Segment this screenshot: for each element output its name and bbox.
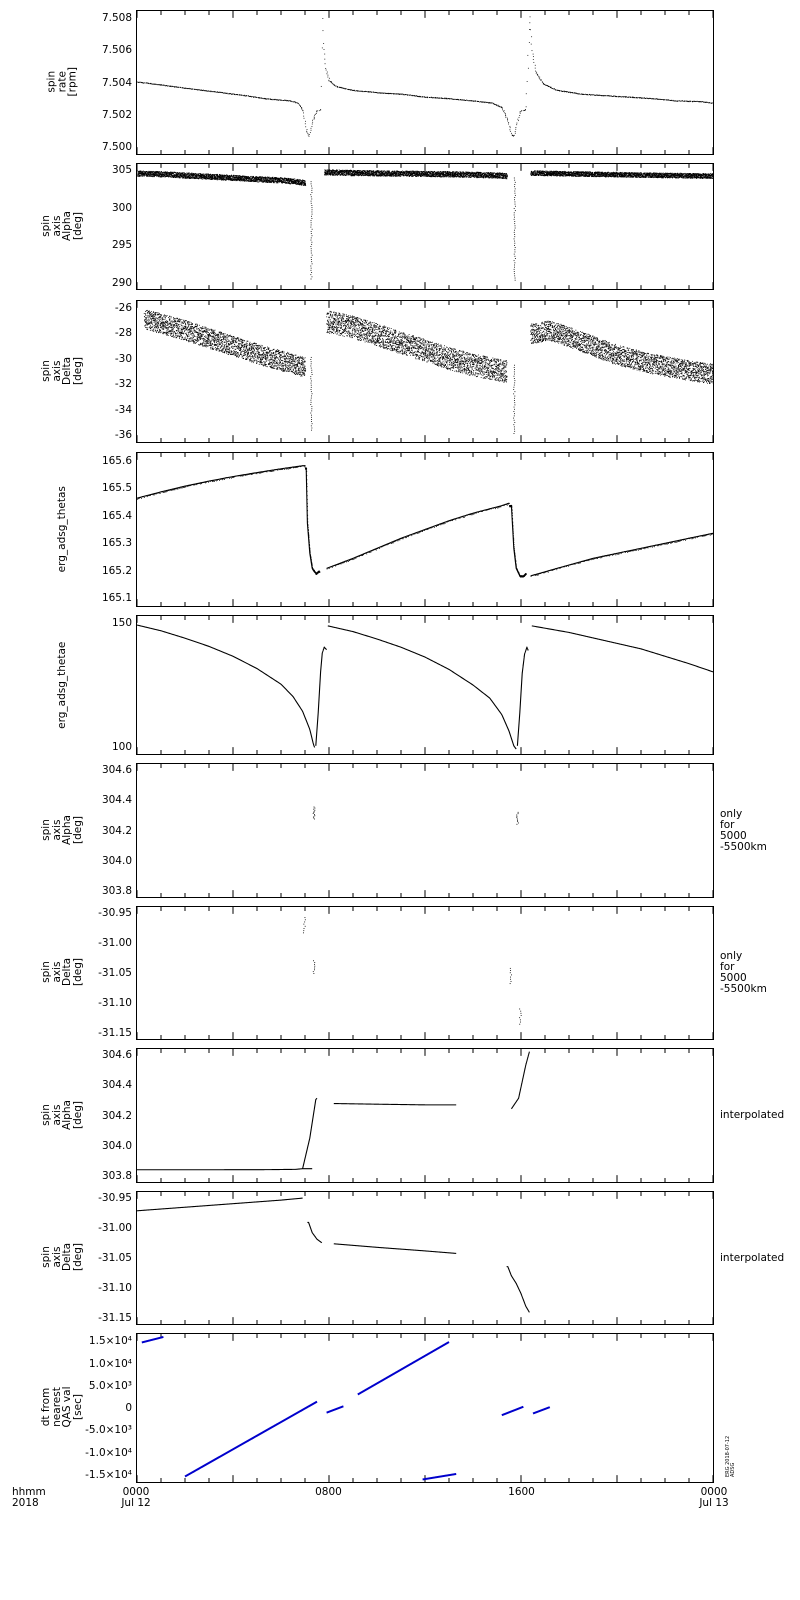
- y-tick-label: 100: [111, 741, 132, 754]
- y-axis-label-line: [deg]: [71, 1100, 84, 1129]
- plot-panel-erg_adsg_thetas: [136, 452, 714, 607]
- y-axis-label-line: spin: [40, 961, 52, 983]
- panel-note-line: interpolated: [720, 1251, 785, 1264]
- plot-data-spin_axis_delta_interp: [137, 1192, 713, 1324]
- plot-frame: [136, 1048, 714, 1183]
- x-tick-line: 0800: [315, 1486, 342, 1498]
- x-tick-line: 0000: [122, 1486, 150, 1498]
- y-axis-label-line: [deg]: [71, 211, 84, 240]
- y-axis-label-line: Delta: [61, 356, 73, 385]
- y-axis-label-spin_axis_delta_5000: [41, 897, 83, 1047]
- y-axis-label-line: dt from: [40, 1387, 52, 1427]
- plot-data-erg_adsg_thetas: [137, 453, 713, 606]
- y-tick-label: 5.0×10³: [88, 1379, 132, 1392]
- x-axis-corner-line: hhmm: [12, 1486, 46, 1498]
- y-axis-label-line: erg_adsg_thetae: [55, 641, 68, 729]
- plot-frame: [136, 300, 714, 443]
- y-tick-label: 7.506: [101, 44, 132, 57]
- y-tick-label: 1.5×10⁴: [88, 1335, 132, 1348]
- y-axis-label-line: axis: [50, 359, 63, 382]
- y-tick-label: 304.4: [101, 794, 132, 807]
- plot-panel-erg_adsg_thetae: [136, 615, 714, 755]
- y-tick-label: -31.10: [98, 1281, 132, 1294]
- plot-frame: [136, 763, 714, 898]
- y-tick-label: -31.00: [98, 937, 132, 950]
- x-tick-label: [679, 1487, 749, 1509]
- y-axis-label-spin_axis_alpha_5000: [41, 755, 83, 905]
- y-tick-label: 304.0: [101, 1139, 132, 1152]
- panel-note-spin_axis_delta_interp: [720, 1253, 784, 1264]
- y-tick-label: 165.1: [101, 592, 132, 605]
- y-tick-label: 304.6: [101, 1049, 132, 1062]
- plot-frame: [136, 906, 714, 1040]
- x-tick-label: [101, 1487, 171, 1509]
- y-tick-label: 7.500: [101, 141, 132, 154]
- panel-note-line: 5000: [720, 829, 747, 842]
- plot-frame: [136, 10, 714, 155]
- y-tick-label: 0: [125, 1402, 132, 1414]
- y-axis-label-spin_axis_delta_interp: [41, 1182, 83, 1332]
- y-tick-label: 304.4: [101, 1079, 132, 1092]
- plot-data-spin_axis_alpha_5000: [137, 764, 713, 897]
- panel-note-spin_axis_delta_5000: [720, 951, 767, 995]
- y-axis-label-line: Delta: [61, 958, 73, 987]
- y-axis-label-line: spin: [40, 214, 52, 237]
- y-tick-label: 290: [111, 277, 132, 289]
- x-tick-line: 1600: [508, 1486, 535, 1498]
- y-tick-label: 305: [111, 163, 132, 176]
- y-axis-label-spin_axis_delta_raw: [41, 296, 83, 446]
- plot-data-dt_from_nearest_qas_val: [137, 1334, 713, 1482]
- y-axis-label-line: spin: [40, 1246, 52, 1268]
- y-tick-label: 303.8: [101, 884, 132, 897]
- y-tick-label: -5.0×10³: [85, 1424, 132, 1437]
- y-tick-label: -36: [114, 429, 132, 442]
- x-tick-label: [487, 1487, 557, 1498]
- y-tick-label: 7.502: [101, 108, 132, 121]
- y-axis-label-line: [deg]: [71, 356, 84, 385]
- panel-note-spin_axis_alpha_interp: [720, 1110, 784, 1121]
- plot-panel-spin_axis_alpha_interp: [136, 1048, 714, 1183]
- panel-note-line: -5500km: [720, 983, 767, 995]
- panel-note-line: only: [720, 950, 743, 962]
- y-axis-label-line: [deg]: [71, 958, 84, 986]
- y-axis-label-line: spin: [40, 359, 52, 382]
- y-axis-label-erg_adsg_thetas: [57, 454, 68, 604]
- plot-panel-dt_from_nearest_qas_val: [136, 1333, 714, 1483]
- y-axis-label-spin_rate: [46, 7, 78, 157]
- y-tick-label: 295: [111, 239, 132, 252]
- plot-data-spin_rate: [137, 11, 713, 154]
- y-tick-label: -31.05: [98, 967, 132, 979]
- y-tick-label: 165.6: [101, 454, 132, 467]
- plot-frame: [136, 1333, 714, 1483]
- y-axis-label-line: spin: [45, 70, 58, 93]
- y-axis-label-spin_axis_alpha_raw: [41, 151, 83, 301]
- y-axis-label-line: Alpha: [61, 1099, 73, 1130]
- plot-panel-spin_axis_alpha_5000: [136, 763, 714, 898]
- y-tick-label: 165.2: [101, 564, 132, 577]
- y-axis-label-line: QAS val: [61, 1386, 73, 1428]
- plot-frame: [136, 1191, 714, 1325]
- y-tick-label: 303.8: [101, 1169, 132, 1182]
- y-tick-label: -31.10: [98, 996, 132, 1009]
- y-axis-label-line: Alpha: [61, 814, 73, 845]
- y-tick-label: -30.95: [98, 1192, 132, 1205]
- plot-data-spin_axis_delta_5000: [137, 907, 713, 1039]
- plot-panel-spin_axis_delta_interp: [136, 1191, 714, 1325]
- y-tick-label: 300: [111, 201, 132, 214]
- y-tick-label: -31.05: [98, 1252, 132, 1264]
- plot-panel-spin_axis_delta_raw: [136, 300, 714, 443]
- plot-panel-spin_rate: [136, 10, 714, 155]
- y-axis-label-line: Delta: [61, 1243, 73, 1272]
- figure-side-note: [726, 1436, 736, 1477]
- y-axis-label-erg_adsg_thetae: [57, 610, 68, 760]
- y-tick-label: -32: [114, 378, 132, 391]
- panel-note-line: 5000: [720, 972, 747, 984]
- y-tick-label: -31.15: [98, 1311, 132, 1324]
- y-tick-label: 150: [111, 616, 132, 629]
- x-tick-line: Jul 12: [121, 1497, 151, 1509]
- plot-data-spin_axis_alpha_raw: [137, 164, 713, 289]
- y-axis-label-dt_from_nearest_qas_val: [41, 1332, 83, 1482]
- y-axis-label-line: axis: [50, 818, 63, 841]
- x-tick-line: 0000: [700, 1486, 728, 1498]
- y-tick-label: -31.00: [98, 1222, 132, 1235]
- y-tick-label: 1.0×10⁴: [88, 1357, 132, 1370]
- y-tick-label: -1.5×10⁴: [85, 1468, 132, 1481]
- y-tick-label: -30: [114, 352, 132, 365]
- plot-data-spin_axis_delta_raw: [137, 301, 713, 442]
- panel-note-line: for: [720, 818, 735, 831]
- y-tick-label: 165.5: [101, 482, 132, 495]
- panel-note-line: only: [720, 807, 743, 820]
- y-axis-label-line: [rpm]: [66, 67, 79, 97]
- y-tick-label: 304.0: [101, 854, 132, 867]
- y-tick-label: -26: [114, 301, 132, 314]
- y-tick-label: -1.0×10⁴: [85, 1446, 132, 1459]
- panel-note-spin_axis_alpha_5000: [720, 809, 767, 853]
- plot-data-erg_adsg_thetae: [137, 616, 713, 754]
- y-axis-label-line: [deg]: [71, 1243, 84, 1271]
- x-tick-line: Jul 13: [699, 1497, 729, 1509]
- y-axis-label-line: [sec]: [71, 1394, 84, 1420]
- y-tick-label: 7.504: [101, 76, 132, 89]
- y-tick-label: 7.508: [101, 11, 132, 24]
- y-tick-label: -34: [114, 403, 132, 416]
- figure-side-note-line: ADSG: [730, 1462, 736, 1477]
- y-axis-label-line: Alpha: [61, 210, 73, 241]
- y-axis-label-line: axis: [50, 214, 63, 237]
- plot-panel-spin_axis_delta_5000: [136, 906, 714, 1040]
- y-axis-label-line: axis: [50, 961, 63, 983]
- plot-frame: [136, 163, 714, 290]
- panel-note-line: -5500km: [720, 840, 767, 853]
- plot-frame: [136, 615, 714, 755]
- plot-data-spin_axis_alpha_interp: [137, 1049, 713, 1182]
- figure-side-note-line: ERG 2018-07-12: [725, 1435, 731, 1477]
- y-axis-label-line: axis: [50, 1103, 63, 1126]
- y-axis-label-line: axis: [50, 1246, 63, 1268]
- y-axis-label-line: spin: [40, 1103, 52, 1126]
- y-axis-label-line: spin: [40, 818, 52, 841]
- plot-frame: [136, 452, 714, 607]
- y-axis-label-line: [deg]: [71, 815, 84, 844]
- panel-note-line: for: [720, 961, 735, 973]
- y-tick-label: 304.2: [101, 824, 132, 837]
- x-axis-corner-line: 2018: [12, 1497, 39, 1509]
- panel-note-line: interpolated: [720, 1109, 785, 1121]
- x-axis-corner-label: [12, 1487, 46, 1509]
- y-axis-label-spin_axis_alpha_interp: [41, 1040, 83, 1190]
- y-tick-label: -30.95: [98, 907, 132, 920]
- y-tick-label: 304.2: [101, 1109, 132, 1122]
- x-tick-label: [293, 1487, 363, 1498]
- y-tick-label: -28: [114, 327, 132, 340]
- y-tick-label: 165.3: [101, 537, 132, 550]
- y-axis-label-line: erg_adsg_thetas: [55, 486, 68, 573]
- y-tick-label: 304.6: [101, 764, 132, 777]
- y-tick-label: 165.4: [101, 509, 132, 522]
- y-axis-label-line: nearest: [50, 1387, 63, 1427]
- y-axis-label-line: rate: [55, 71, 68, 93]
- plot-panel-spin_axis_alpha_raw: [136, 163, 714, 290]
- y-tick-label: -31.15: [98, 1026, 132, 1039]
